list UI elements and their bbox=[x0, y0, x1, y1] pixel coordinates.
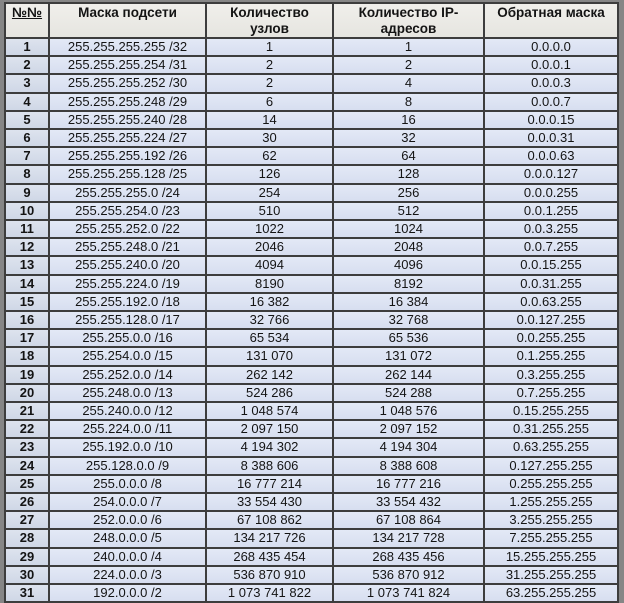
cell-mask: 255.255.255.240 /28 bbox=[49, 111, 206, 129]
table-row bbox=[5, 74, 618, 92]
cell-mask: 255.224.0.0 /11 bbox=[49, 420, 206, 438]
cell-mask: 255.255.192.0 /18 bbox=[49, 293, 206, 311]
table-row bbox=[5, 165, 618, 183]
subnet-table-container bbox=[4, 2, 619, 603]
cell-num: 20 bbox=[5, 384, 49, 402]
cell-wildcard: 0.0.0.127 bbox=[484, 165, 618, 183]
cell-mask: 255.248.0.0 /13 bbox=[49, 384, 206, 402]
header-row bbox=[5, 3, 618, 38]
cell-mask: 255.255.255.252 /30 bbox=[49, 74, 206, 92]
cell-ips: 1 048 576 bbox=[333, 402, 484, 420]
cell-ips: 65 536 bbox=[333, 329, 484, 347]
table-row bbox=[5, 493, 618, 511]
cell-ips: 256 bbox=[333, 184, 484, 202]
cell-num: 31 bbox=[5, 584, 49, 602]
table-row bbox=[5, 366, 618, 384]
header-subnet-mask: Маска подсети bbox=[49, 3, 206, 38]
table-row bbox=[5, 511, 618, 529]
cell-ips: 262 144 bbox=[333, 366, 484, 384]
cell-num: 9 bbox=[5, 184, 49, 202]
table-row bbox=[5, 438, 618, 456]
table-row bbox=[5, 38, 618, 56]
table-row bbox=[5, 275, 618, 293]
cell-mask: 255.0.0.0 /8 bbox=[49, 475, 206, 493]
cell-wildcard: 1.255.255.255 bbox=[484, 493, 618, 511]
cell-num: 3 bbox=[5, 74, 49, 92]
cell-num: 4 bbox=[5, 93, 49, 111]
cell-num: 2 bbox=[5, 56, 49, 74]
cell-wildcard: 0.0.127.255 bbox=[484, 311, 618, 329]
cell-ips: 33 554 432 bbox=[333, 493, 484, 511]
cell-wildcard: 0.0.0.15 bbox=[484, 111, 618, 129]
cell-ips: 2048 bbox=[333, 238, 484, 256]
cell-ips: 16 bbox=[333, 111, 484, 129]
table-row bbox=[5, 566, 618, 584]
cell-mask: 255.255.240.0 /20 bbox=[49, 256, 206, 274]
cell-mask: 255.255.255.254 /31 bbox=[49, 56, 206, 74]
table-row bbox=[5, 475, 618, 493]
cell-num: 27 bbox=[5, 511, 49, 529]
cell-wildcard: 0.0.0.7 bbox=[484, 93, 618, 111]
cell-hosts: 1 bbox=[206, 38, 333, 56]
cell-num: 12 bbox=[5, 238, 49, 256]
table-row bbox=[5, 256, 618, 274]
cell-num: 8 bbox=[5, 165, 49, 183]
cell-num: 25 bbox=[5, 475, 49, 493]
cell-wildcard: 0.255.255.255 bbox=[484, 475, 618, 493]
cell-mask: 255.254.0.0 /15 bbox=[49, 347, 206, 365]
cell-hosts: 65 534 bbox=[206, 329, 333, 347]
cell-ips: 67 108 864 bbox=[333, 511, 484, 529]
table-row bbox=[5, 548, 618, 566]
cell-hosts: 4094 bbox=[206, 256, 333, 274]
cell-hosts: 33 554 430 bbox=[206, 493, 333, 511]
cell-hosts: 14 bbox=[206, 111, 333, 129]
table-row bbox=[5, 293, 618, 311]
table-row bbox=[5, 384, 618, 402]
cell-wildcard: 63.255.255.255 bbox=[484, 584, 618, 602]
cell-hosts: 262 142 bbox=[206, 366, 333, 384]
cell-wildcard: 0.0.1.255 bbox=[484, 202, 618, 220]
cell-wildcard: 0.127.255.255 bbox=[484, 457, 618, 475]
cell-hosts: 1022 bbox=[206, 220, 333, 238]
cell-mask: 192.0.0.0 /2 bbox=[49, 584, 206, 602]
cell-wildcard: 0.31.255.255 bbox=[484, 420, 618, 438]
cell-mask: 248.0.0.0 /5 bbox=[49, 529, 206, 547]
cell-mask: 255.252.0.0 /14 bbox=[49, 366, 206, 384]
cell-num: 18 bbox=[5, 347, 49, 365]
cell-ips: 4096 bbox=[333, 256, 484, 274]
cell-wildcard: 0.0.0.255 bbox=[484, 184, 618, 202]
cell-num: 19 bbox=[5, 366, 49, 384]
table-row bbox=[5, 529, 618, 547]
cell-wildcard: 0.0.0.0 bbox=[484, 38, 618, 56]
cell-hosts: 536 870 910 bbox=[206, 566, 333, 584]
cell-ips: 16 384 bbox=[333, 293, 484, 311]
cell-hosts: 62 bbox=[206, 147, 333, 165]
cell-hosts: 134 217 726 bbox=[206, 529, 333, 547]
table-row bbox=[5, 56, 618, 74]
cell-hosts: 1 073 741 822 bbox=[206, 584, 333, 602]
cell-mask: 255.255.255.224 /27 bbox=[49, 129, 206, 147]
cell-wildcard: 0.0.0.63 bbox=[484, 147, 618, 165]
cell-hosts: 16 777 214 bbox=[206, 475, 333, 493]
cell-num: 13 bbox=[5, 256, 49, 274]
header-num bbox=[5, 3, 49, 38]
cell-num: 14 bbox=[5, 275, 49, 293]
cell-num: 26 bbox=[5, 493, 49, 511]
cell-wildcard: 0.0.7.255 bbox=[484, 238, 618, 256]
cell-mask: 240.0.0.0 /4 bbox=[49, 548, 206, 566]
cell-hosts: 2 bbox=[206, 56, 333, 74]
cell-ips: 131 072 bbox=[333, 347, 484, 365]
cell-ips: 8 388 608 bbox=[333, 457, 484, 475]
cell-ips: 2 bbox=[333, 56, 484, 74]
cell-wildcard: 0.0.31.255 bbox=[484, 275, 618, 293]
cell-mask: 255.255.248.0 /21 bbox=[49, 238, 206, 256]
cell-wildcard: 0.0.0.3 bbox=[484, 74, 618, 92]
table-row bbox=[5, 184, 618, 202]
table-row bbox=[5, 402, 618, 420]
cell-num: 22 bbox=[5, 420, 49, 438]
table-row bbox=[5, 129, 618, 147]
cell-ips: 64 bbox=[333, 147, 484, 165]
cell-ips: 536 870 912 bbox=[333, 566, 484, 584]
cell-mask: 255.255.255.192 /26 bbox=[49, 147, 206, 165]
cell-mask: 255.255.224.0 /19 bbox=[49, 275, 206, 293]
cell-hosts: 30 bbox=[206, 129, 333, 147]
cell-ips: 268 435 456 bbox=[333, 548, 484, 566]
cell-num: 5 bbox=[5, 111, 49, 129]
header-num-label: №№ bbox=[11, 5, 43, 20]
cell-mask: 255.255.255.248 /29 bbox=[49, 93, 206, 111]
cell-num: 24 bbox=[5, 457, 49, 475]
cell-num: 10 bbox=[5, 202, 49, 220]
cell-hosts: 131 070 bbox=[206, 347, 333, 365]
cell-mask: 252.0.0.0 /6 bbox=[49, 511, 206, 529]
cell-num: 16 bbox=[5, 311, 49, 329]
cell-hosts: 524 286 bbox=[206, 384, 333, 402]
cell-num: 28 bbox=[5, 529, 49, 547]
table-row bbox=[5, 311, 618, 329]
cell-num: 11 bbox=[5, 220, 49, 238]
cell-mask: 255.255.252.0 /22 bbox=[49, 220, 206, 238]
header-wildcard-mask: Обратная маска bbox=[484, 3, 618, 38]
cell-ips: 1 bbox=[333, 38, 484, 56]
cell-hosts: 6 bbox=[206, 93, 333, 111]
table-row bbox=[5, 329, 618, 347]
table-row bbox=[5, 220, 618, 238]
cell-mask: 255.255.128.0 /17 bbox=[49, 311, 206, 329]
cell-mask: 255.128.0.0 /9 bbox=[49, 457, 206, 475]
cell-mask: 255.255.254.0 /23 bbox=[49, 202, 206, 220]
cell-mask: 255.255.255.255 /32 bbox=[49, 38, 206, 56]
cell-mask: 254.0.0.0 /7 bbox=[49, 493, 206, 511]
cell-ips: 512 bbox=[333, 202, 484, 220]
cell-hosts: 2 bbox=[206, 74, 333, 92]
cell-ips: 4 bbox=[333, 74, 484, 92]
cell-mask: 255.192.0.0 /10 bbox=[49, 438, 206, 456]
table-row bbox=[5, 347, 618, 365]
cell-num: 15 bbox=[5, 293, 49, 311]
cell-hosts: 32 766 bbox=[206, 311, 333, 329]
cell-mask: 224.0.0.0 /3 bbox=[49, 566, 206, 584]
cell-wildcard: 7.255.255.255 bbox=[484, 529, 618, 547]
cell-wildcard: 0.15.255.255 bbox=[484, 402, 618, 420]
cell-ips: 8 bbox=[333, 93, 484, 111]
cell-hosts: 126 bbox=[206, 165, 333, 183]
cell-hosts: 4 194 302 bbox=[206, 438, 333, 456]
table-body bbox=[5, 38, 618, 602]
cell-hosts: 8 388 606 bbox=[206, 457, 333, 475]
cell-mask: 255.240.0.0 /12 bbox=[49, 402, 206, 420]
table-header bbox=[5, 3, 618, 38]
cell-num: 17 bbox=[5, 329, 49, 347]
cell-ips: 8192 bbox=[333, 275, 484, 293]
table-row bbox=[5, 584, 618, 602]
cell-wildcard: 0.0.255.255 bbox=[484, 329, 618, 347]
cell-wildcard: 0.3.255.255 bbox=[484, 366, 618, 384]
table-row bbox=[5, 111, 618, 129]
cell-ips: 128 bbox=[333, 165, 484, 183]
cell-wildcard: 15.255.255.255 bbox=[484, 548, 618, 566]
cell-num: 30 bbox=[5, 566, 49, 584]
table-row bbox=[5, 202, 618, 220]
header-ip-count: Количество IP-адресов bbox=[333, 3, 484, 38]
cell-wildcard: 0.0.3.255 bbox=[484, 220, 618, 238]
table-row bbox=[5, 238, 618, 256]
cell-mask: 255.255.255.0 /24 bbox=[49, 184, 206, 202]
cell-ips: 1024 bbox=[333, 220, 484, 238]
cell-hosts: 16 382 bbox=[206, 293, 333, 311]
cell-num: 6 bbox=[5, 129, 49, 147]
cell-ips: 32 768 bbox=[333, 311, 484, 329]
cell-wildcard: 0.0.0.31 bbox=[484, 129, 618, 147]
cell-hosts: 254 bbox=[206, 184, 333, 202]
cell-wildcard: 31.255.255.255 bbox=[484, 566, 618, 584]
cell-wildcard: 0.1.255.255 bbox=[484, 347, 618, 365]
table-row bbox=[5, 147, 618, 165]
cell-wildcard: 3.255.255.255 bbox=[484, 511, 618, 529]
cell-ips: 2 097 152 bbox=[333, 420, 484, 438]
table-row bbox=[5, 457, 618, 475]
cell-ips: 16 777 216 bbox=[333, 475, 484, 493]
cell-mask: 255.255.255.128 /25 bbox=[49, 165, 206, 183]
cell-wildcard: 0.0.63.255 bbox=[484, 293, 618, 311]
cell-hosts: 268 435 454 bbox=[206, 548, 333, 566]
cell-hosts: 8190 bbox=[206, 275, 333, 293]
cell-num: 23 bbox=[5, 438, 49, 456]
cell-num: 29 bbox=[5, 548, 49, 566]
cell-hosts: 2046 bbox=[206, 238, 333, 256]
cell-hosts: 510 bbox=[206, 202, 333, 220]
table-row bbox=[5, 420, 618, 438]
cell-wildcard: 0.7.255.255 bbox=[484, 384, 618, 402]
cell-num: 21 bbox=[5, 402, 49, 420]
cell-mask: 255.255.0.0 /16 bbox=[49, 329, 206, 347]
cell-hosts: 2 097 150 bbox=[206, 420, 333, 438]
cell-wildcard: 0.0.0.1 bbox=[484, 56, 618, 74]
cell-ips: 1 073 741 824 bbox=[333, 584, 484, 602]
header-host-count: Количество узлов bbox=[206, 3, 333, 38]
cell-num: 7 bbox=[5, 147, 49, 165]
cell-num: 1 bbox=[5, 38, 49, 56]
cell-ips: 32 bbox=[333, 129, 484, 147]
cell-ips: 134 217 728 bbox=[333, 529, 484, 547]
cell-wildcard: 0.63.255.255 bbox=[484, 438, 618, 456]
table-row bbox=[5, 93, 618, 111]
cell-hosts: 1 048 574 bbox=[206, 402, 333, 420]
cell-wildcard: 0.0.15.255 bbox=[484, 256, 618, 274]
cell-ips: 4 194 304 bbox=[333, 438, 484, 456]
cell-hosts: 67 108 862 bbox=[206, 511, 333, 529]
subnet-mask-table bbox=[4, 2, 619, 603]
cell-ips: 524 288 bbox=[333, 384, 484, 402]
